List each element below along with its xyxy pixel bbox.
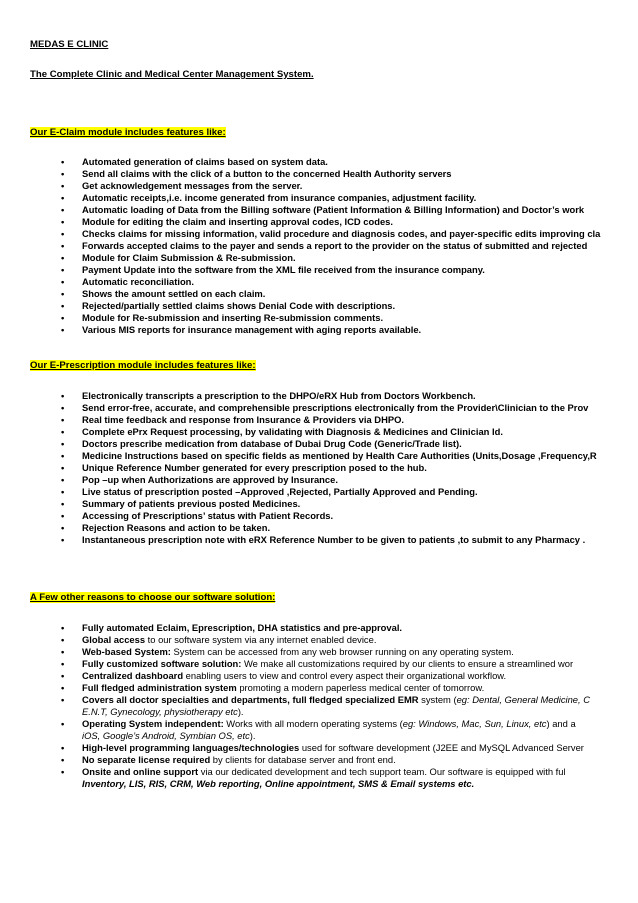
list-item (0, 288, 638, 300)
eclaim-heading (30, 127, 226, 139)
eclaim-heading-text: Our E-Claim module includes features like: (30, 127, 226, 138)
reasons-heading (30, 592, 275, 604)
reason-bold: Covers all doctor specialties and departments, full fledged specialized EMR (82, 694, 419, 705)
reason-text: to our software system via any internet enabled device. (145, 634, 377, 645)
list-item (0, 462, 638, 474)
list-item-text: Various MIS reports for insurance management with aging reports available. (82, 324, 422, 335)
list-item (0, 426, 638, 438)
bullet-icon: • (61, 168, 65, 179)
list-item (0, 682, 638, 694)
bullet-icon: • (61, 414, 65, 425)
bullet-icon: • (61, 754, 65, 765)
list-item (0, 718, 638, 742)
reason-bold: Onsite and online support (82, 766, 199, 777)
list-item-text: Send all claims with the click of a button to the concerned Health Authority servers (82, 168, 452, 179)
list-item-text: Automatic reconciliation. (82, 276, 194, 287)
list-item (0, 534, 638, 546)
list-item-text: Live status of prescription posted –Approved ,Rejected, Partially Approved and Pending. (82, 486, 478, 497)
bullet-icon: • (61, 180, 65, 191)
bullet-icon: • (61, 216, 65, 227)
bullet-icon: • (61, 670, 65, 681)
list-item-text: Automated generation of claims based on system data. (82, 156, 328, 167)
bullet-icon: • (61, 438, 65, 449)
list-item (0, 228, 638, 240)
list-item-text: Doctors prescribe medication from database of Dubai Drug Code (Generic/Trade list). (82, 438, 462, 449)
list-item-text: Rejected/partially settled claims shows Denial Code with descriptions. (82, 300, 396, 311)
bullet-icon: • (61, 534, 65, 545)
list-item-text: Shows the amount settled on each claim. (82, 288, 266, 299)
bullet-icon: • (61, 312, 65, 323)
bullet-icon: • (61, 228, 65, 239)
bullet-icon: • (61, 742, 65, 753)
eprescription-feature-list (0, 390, 638, 546)
reason-text: ). (249, 730, 256, 741)
eclaim-feature-list (0, 156, 638, 336)
reason-bold: Centralized dashboard (82, 670, 184, 681)
reason-continuation (82, 730, 638, 742)
reason-bold: High-level programming languages/technologies (82, 742, 300, 753)
document-title: MEDAS E CLINIC (30, 39, 109, 50)
list-item (0, 498, 638, 510)
list-item-text: Summary of patients previous posted Medicines. (82, 498, 301, 509)
reason-text: enabling users to view and control every aspect their organizational workflow. (183, 670, 507, 681)
list-item (0, 634, 638, 646)
list-item (0, 474, 638, 486)
list-item (0, 240, 638, 252)
bullet-icon: • (61, 390, 65, 401)
reason-text: ). (237, 706, 244, 717)
list-item (0, 450, 638, 462)
reason-text: promoting a modern paperless medical center of tomorrow. (236, 682, 485, 693)
list-item-text: Automatic receipts,i.e. income generated from insurance companies, adjustment facility. (82, 192, 477, 203)
list-item (0, 312, 638, 324)
bullet-icon: • (61, 766, 65, 777)
bullet-icon: • (61, 324, 65, 335)
reason-text: We make all customizations required by our clients to ensure a streamlined wor (241, 658, 574, 669)
reason-bold: Global access (82, 634, 146, 645)
list-item (0, 402, 638, 414)
list-item (0, 156, 638, 168)
bullet-icon: • (61, 462, 65, 473)
list-item (0, 510, 638, 522)
bullet-icon: • (61, 622, 65, 633)
bullet-icon: • (61, 426, 65, 437)
reasons-heading-text: A Few other reasons to choose our software solution: (30, 592, 276, 603)
reason-continuation (82, 778, 638, 790)
bullet-icon: • (61, 498, 65, 509)
bullet-icon: • (61, 634, 65, 645)
reason-italic: eg: Windows, Mac, Sun, Linux, etc (402, 718, 547, 729)
list-item (0, 324, 638, 336)
bullet-icon: • (61, 252, 65, 263)
bullet-icon: • (61, 204, 65, 215)
bullet-icon: • (61, 694, 65, 705)
reason-text: by clients for database server and front end. (210, 754, 396, 765)
list-item (0, 754, 638, 766)
reason-italic: eg: Dental, General Medicine, C (456, 694, 590, 705)
bullet-icon: • (61, 474, 65, 485)
bullet-icon: • (61, 450, 65, 461)
reason-bold: No separate license required (82, 754, 211, 765)
reason-italic: E.N.T, Gynecology, physiotherapy etc (82, 706, 238, 717)
list-item-text: Medicine Instructions based on specific fields as mentioned by Health Care Authorities (Units,Dosage ,Frequency,R (82, 450, 597, 461)
bullet-icon: • (61, 522, 65, 533)
list-item (0, 522, 638, 534)
list-item-text: Payment Update into the software from the XML file received from the insurance company. (82, 264, 485, 275)
reasons-list (0, 622, 638, 790)
reason-continuation (82, 706, 638, 718)
bullet-icon: • (61, 240, 65, 251)
list-item-text: Electronically transcripts a prescription to the DHPO/eRX Hub from Doctors Workbench. (82, 390, 476, 401)
list-item (0, 264, 638, 276)
list-item (0, 276, 638, 288)
reason-text: ) and a (546, 718, 576, 729)
list-item-text: Send error-free, accurate, and comprehensible prescriptions electronically from the Provider\Clinician to the Prov (82, 402, 589, 413)
list-item-text: Module for Claim Submission & Re-submission. (82, 252, 296, 263)
reason-bold: Fully customized software solution: (82, 658, 242, 669)
bullet-icon: • (61, 288, 65, 299)
reason-text: via our dedicated development and tech support team. Our software is equipped with ful (198, 766, 566, 777)
bullet-icon: • (61, 486, 65, 497)
reason-text: System can be accessed from any web browser running on any operating system. (170, 646, 514, 657)
reason-text: system ( (418, 694, 457, 705)
list-item (0, 622, 638, 634)
reason-bold: Fully automated Eclaim, Eprescription, DHA statistics and pre-approval. (82, 622, 403, 633)
list-item (0, 486, 638, 498)
list-item (0, 390, 638, 402)
reason-text: used for software development (J2EE and MySQL Advanced Server (299, 742, 584, 753)
list-item (0, 766, 638, 790)
list-item (0, 646, 638, 658)
list-item (0, 168, 638, 180)
list-item (0, 300, 638, 312)
bullet-icon: • (61, 276, 65, 287)
list-item-text: Get acknowledgement messages from the server. (82, 180, 303, 191)
list-item (0, 204, 638, 216)
bullet-icon: • (61, 402, 65, 413)
list-item-text: Pop –up when Authorizations are approved by Insurance. (82, 474, 338, 485)
reason-italic: iOS, Google’s Android, Symbian OS, etc (82, 730, 250, 741)
bullet-icon: • (61, 300, 65, 311)
list-item-text: Checks claims for missing information, valid procedure and diagnosis codes, and payer-specific edits improving cla (82, 228, 601, 239)
list-item-text: Instantaneous prescription note with eRX Reference Number to be given to patients ,to submit to any Pharmacy . (82, 534, 586, 545)
reason-bold: Web-based System: (82, 646, 171, 657)
bullet-icon: • (61, 192, 65, 203)
list-item (0, 742, 638, 754)
reason-bold: Full fledged administration system (82, 682, 237, 693)
list-item (0, 216, 638, 228)
list-item (0, 438, 638, 450)
list-item-text: Accessing of Prescriptions’ status with Patient Records. (82, 510, 334, 521)
list-item-text: Rejection Reasons and action to be taken. (82, 522, 271, 533)
reason-bold: Operating System independent: (82, 718, 224, 729)
list-item-text: Automatic loading of Data from the Billing software (Patient Information & Billing Information) and Doctor’s work (82, 204, 585, 215)
list-item-text: Module for editing the claim and inserting approval codes, ICD codes. (82, 216, 393, 227)
bullet-icon: • (61, 718, 65, 729)
eprescription-heading (30, 360, 256, 372)
bullet-icon: • (61, 264, 65, 275)
list-item-text: Real time feedback and response from Insurance & Providers via DHPO. (82, 414, 404, 425)
list-item-text: Module for Re-submission and inserting Re-submission comments. (82, 312, 384, 323)
bullet-icon: • (61, 658, 65, 669)
list-item (0, 414, 638, 426)
bullet-icon: • (61, 682, 65, 693)
list-item-text: Complete ePrx Request processing, by validating with Diagnosis & Medicines and Clinician Id. (82, 426, 503, 437)
list-item (0, 180, 638, 192)
list-item (0, 192, 638, 204)
bullet-icon: • (61, 646, 65, 657)
list-item-text: Unique Reference Number generated for every prescription posed to the hub. (82, 462, 427, 473)
list-item (0, 670, 638, 682)
reason-text: Works with all modern operating systems ( (223, 718, 403, 729)
list-item-text: Forwards accepted claims to the payer and sends a report to the provider on the status of submitted and rejected (82, 240, 588, 251)
bullet-icon: • (61, 156, 65, 167)
eprescription-heading-text: Our E-Prescription module includes features like: (30, 360, 256, 371)
list-item (0, 658, 638, 670)
list-item (0, 694, 638, 718)
document-subtitle: The Complete Clinic and Medical Center Management System. (30, 69, 314, 80)
list-item (0, 252, 638, 264)
reason-italic: Inventory, LIS, RIS, CRM, Web reporting, Online appointment, SMS & Email systems etc. (82, 778, 475, 789)
bullet-icon: • (61, 510, 65, 521)
